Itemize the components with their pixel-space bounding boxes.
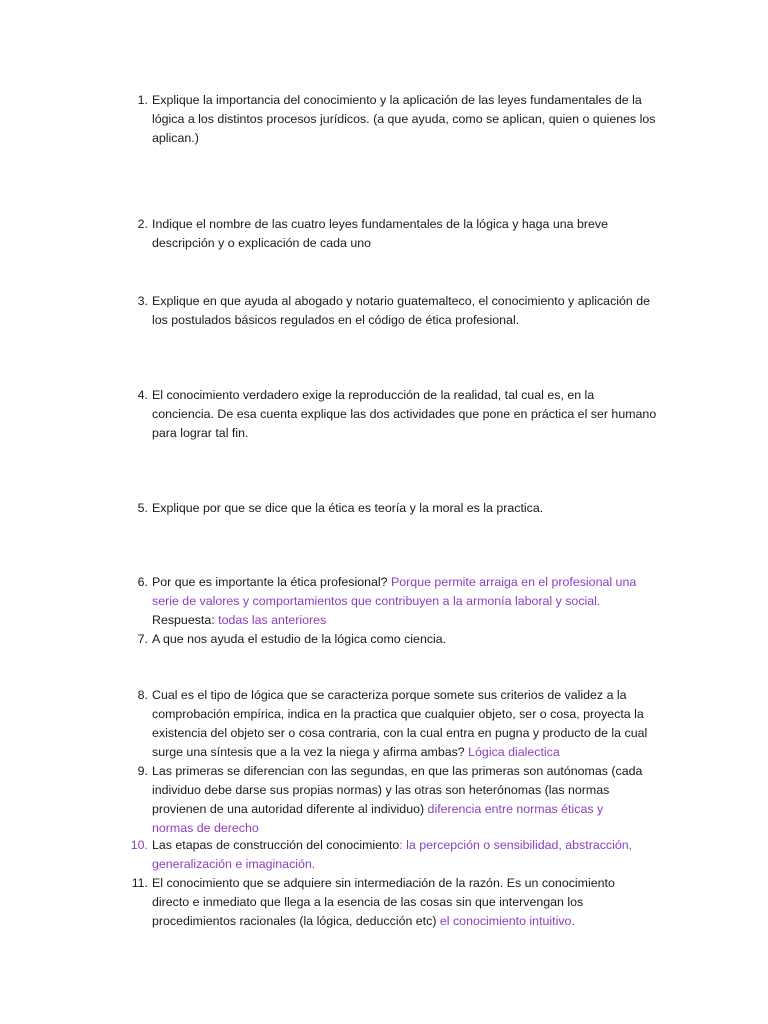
answer-text: generalización e imaginación. — [152, 857, 316, 871]
text-line — [152, 405, 666, 424]
text-line — [152, 129, 666, 148]
answer-text: Porque permite arraiga en el profesional una — [391, 575, 637, 589]
text-line — [152, 573, 666, 592]
list-item-number: 3. — [137, 294, 148, 308]
answer-text: normas de derecho — [152, 821, 259, 835]
list-item-text — [152, 91, 666, 148]
question-text: surge una síntesis que a la vez la niega y afirma ambas? — [152, 745, 469, 759]
question-text: comprobación empírica, indica en la practica que cualquier objeto, ser o cosa, proyecta la — [152, 707, 644, 721]
list-item-number: 1. — [137, 93, 148, 107]
text-line — [152, 781, 666, 800]
question-text: los postulados básicos regulados en el código de ética profesional. — [152, 313, 520, 327]
list-item-number: 10. — [130, 838, 148, 852]
answer-text: todas las anteriores — [218, 613, 327, 627]
question-text: descripción y o explicación de cada uno — [152, 236, 372, 250]
question-text: aplican.) — [152, 131, 199, 145]
list-item-text — [152, 874, 666, 931]
list-item-text — [152, 762, 666, 838]
list-item-text — [152, 499, 666, 518]
question-text: individuo debe darse sus propias normas) y las otras son heterónomas (las normas — [152, 783, 610, 797]
text-line — [152, 855, 666, 874]
text-line — [152, 611, 666, 630]
text-line — [152, 424, 666, 443]
answer-text: : la percepción o sensibilidad, abstracción, — [399, 838, 633, 852]
list-item-number: 8. — [137, 688, 148, 702]
text-line — [152, 110, 666, 129]
list-item-text — [152, 573, 666, 630]
text-line — [152, 893, 666, 912]
list-item-number: 7. — [137, 632, 148, 646]
question-text: Explique la importancia del conocimiento y la aplicación de las leyes fundamentales de la — [152, 93, 642, 107]
answer-text: diferencia entre normas éticas y — [427, 802, 604, 816]
text-line — [152, 311, 666, 330]
question-text: Las primeras se diferencian con las segundas, en que las primeras son autónomas (cada — [152, 764, 643, 778]
text-line — [152, 705, 666, 724]
text-line — [152, 234, 666, 253]
text-line — [152, 386, 666, 405]
question-text: para lograr tal fin. — [152, 426, 249, 440]
text-line — [152, 630, 666, 649]
answer-text: serie de valores y comportamientos que contribuyen a la armonía laboral y social. — [152, 594, 601, 608]
list-item-number: 9. — [137, 764, 148, 778]
text-line — [152, 91, 666, 110]
question-text: Por que es importante la ética profesional? — [152, 575, 392, 589]
text-line — [152, 215, 666, 234]
list-item-text — [152, 292, 666, 330]
text-line — [152, 800, 666, 819]
list-item-number: 6. — [137, 575, 148, 589]
list-item-text — [152, 215, 666, 253]
answer-text: Lógica dialectica — [468, 745, 560, 759]
text-line — [152, 836, 666, 855]
question-text: El conocimiento verdadero exige la reproducción de la realidad, tal cual es, en la — [152, 388, 595, 402]
list-item-text — [152, 836, 666, 874]
list-item-number: 4. — [137, 388, 148, 402]
text-line — [152, 724, 666, 743]
list-item-text — [152, 630, 666, 649]
list-item-number: 2. — [137, 217, 148, 231]
text-line — [152, 912, 666, 931]
question-text: directo e inmediato que llega a la esencia de las cosas sin que intervengan los — [152, 895, 584, 909]
question-text: El conocimiento que se adquiere sin intermediación de la razón. Es un conocimiento — [152, 876, 615, 890]
text-line — [152, 743, 666, 762]
question-text: procedimientos racionales (la lógica, deducción etc) — [152, 914, 440, 928]
question-text: existencia del objeto ser o cosa contraria, con la cual entra en pugna y producto de la cual — [152, 726, 648, 740]
question-text: lógica a los distintos procesos jurídicos. (a que ayuda, como se aplican, quien o quienes los — [152, 112, 656, 126]
question-text: Cual es el tipo de lógica que se caracteriza porque somete sus criterios de validez a la — [152, 688, 627, 702]
question-text: Explique por que se dice que la ética es teoría y la moral es la practica. — [152, 501, 544, 515]
text-line — [152, 499, 666, 518]
text-line — [152, 592, 666, 611]
question-text: provienen de una autoridad diferente al individuo) — [152, 802, 428, 816]
list-item-text — [152, 386, 666, 443]
list-item-number: 5. — [137, 501, 148, 515]
text-line — [152, 686, 666, 705]
text-line — [152, 292, 666, 311]
question-text: conciencia. De esa cuenta explique las dos actividades que pone en práctica el ser humano — [152, 407, 657, 421]
list-item-text — [152, 686, 666, 762]
question-text: Indique el nombre de las cuatro leyes fundamentales de la lógica y haga una breve — [152, 217, 608, 231]
answer-text: el conocimiento intuitivo. — [439, 914, 575, 928]
question-text: Respuesta: — [152, 613, 219, 627]
question-text: Explique en que ayuda al abogado y notario guatemalteco, el conocimiento y aplicación de — [152, 294, 651, 308]
text-line — [152, 874, 666, 893]
list-item-number: 11. — [131, 876, 148, 890]
question-text: Las etapas de construcción del conocimiento — [152, 838, 400, 852]
text-line — [152, 762, 666, 781]
question-text: A que nos ayuda el estudio de la lógica como ciencia. — [152, 632, 447, 646]
